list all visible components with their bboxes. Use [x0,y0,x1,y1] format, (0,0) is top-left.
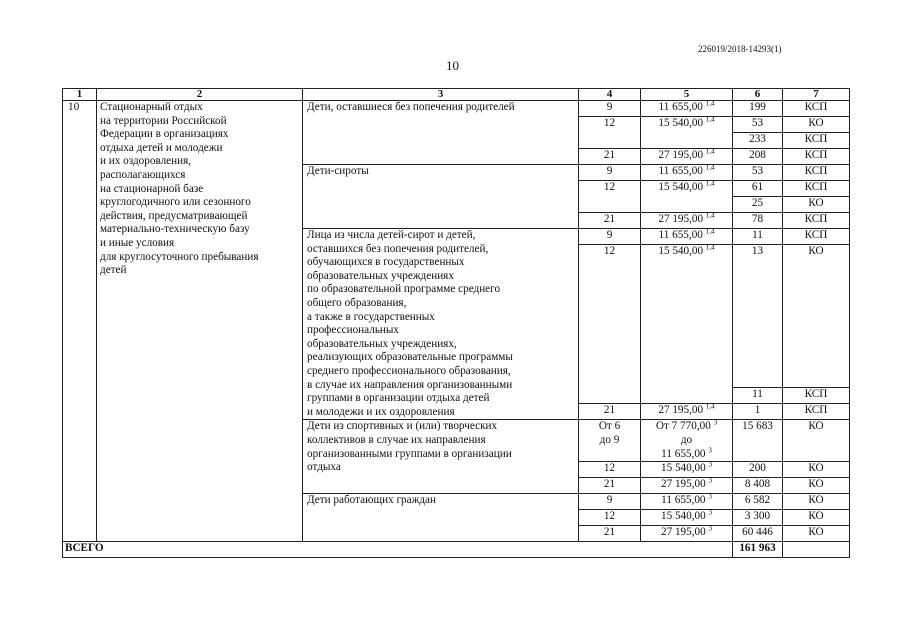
category-cell: Лица из числа детей-сирот и детей, оставшихся без попечения родителей, обучающихся в государственных образовательных учреждениях по образовательной программе среднего общего образования, а также в государственных профессиональных образовательных учреждениях, реализующих образовательные программы среднего профессионального образования, в случае их направления организованными группами в организации отдыха детей и молодежи и их оздоровления [303,229,579,420]
price-footnote: 3 [708,508,713,517]
price-footnote: 3 [708,492,712,501]
header-row [63,89,850,101]
total-label: ВСЕГО [63,542,733,558]
type-cell: КСП [783,133,850,149]
type-cell: КСП [783,388,850,404]
price-cell [641,117,733,149]
price-value: 15 540,00 [658,245,704,257]
column-header: 2 [97,89,303,101]
price-footnote: 3 [708,524,713,533]
price-footnote: 1,4 [705,179,715,188]
service-name: Стационарный отдых на территории Российской Федерации в организациях отдыха детей и молодежи и их оздоровления, располагающихся на стационарной базе круглогодичного или сезонного действия, предусматривающей материально-техническую базу и иные условия для круглосуточного пребывания детей [97,101,303,542]
price-value: 11 655,00 [658,165,703,177]
price-cell [641,462,733,478]
count-cell: 53 [733,165,783,181]
count-cell: 25 [733,197,783,213]
price-value: 27 195,00 [658,213,704,225]
type-cell: КО [783,478,850,494]
price-cell [641,229,733,245]
count-cell: 199 [733,101,783,117]
count-cell: 200 [733,462,783,478]
count-cell: 60 446 [733,526,783,542]
page-number: 10 [446,58,459,73]
type-cell: КО [783,462,850,478]
price-footnote: 1,4 [705,227,715,236]
days-cell: 9 [579,494,641,510]
days-cell: От 6 до 9 [579,420,641,462]
price-cell [641,101,733,117]
price-cell [641,181,733,213]
type-cell: КО [783,510,850,526]
count-cell: 208 [733,149,783,165]
price-to-value: 11 655,00 [661,447,706,460]
type-cell: КСП [783,101,850,117]
price-value: 15 540,00 [660,510,706,523]
price-value: 27 195,00 [660,526,706,539]
count-cell: 11 [733,388,783,404]
days-cell: 21 [579,404,641,420]
price-value: 15 540,00 [658,117,704,129]
price-value: 11 655,00 [661,494,706,507]
price-to [643,445,730,462]
column-header: 1 [63,89,97,101]
price-cell [641,149,733,165]
days-cell: 12 [579,510,641,526]
price-mid: до [680,433,693,446]
type-cell: КО [783,526,850,542]
price-from-value: От 7 770,00 [655,420,711,433]
price-value: 15 540,00 [660,462,706,475]
total-empty-cell [783,542,850,558]
days-cell: 9 [579,101,641,117]
type-cell: КСП [783,181,850,197]
price-cell [641,510,733,526]
count-cell: 11 [733,229,783,245]
count-cell: 233 [733,133,783,149]
price-cell [641,526,733,542]
price-footnote: 3 [708,445,712,454]
price-cell [641,478,733,494]
column-header: 7 [783,89,850,101]
price-cell [641,213,733,229]
price-cell [641,165,733,181]
price-value: 15 540,00 [658,181,704,193]
price-cell [641,404,733,420]
count-cell: 6 582 [733,494,783,510]
price-value: 27 195,00 [658,404,704,417]
type-cell: КСП [783,213,850,229]
type-cell: КО [783,420,850,462]
count-cell: 1 [733,404,783,420]
price-footnote: 3 [708,476,713,485]
days-cell: 9 [579,229,641,245]
price-footnote: 3 [713,418,718,427]
price-footnote: 3 [708,460,713,469]
count-cell: 15 683 [733,420,783,462]
type-cell: КО [783,494,850,510]
type-cell: КСП [783,165,850,181]
count-cell: 3 300 [733,510,783,526]
column-header: 3 [303,89,579,101]
type-cell: КСП [783,229,850,245]
price-footnote: 1,4 [705,243,715,252]
type-cell: КСП [783,404,850,420]
document-number: 226019/2018-14293(1) [698,44,782,54]
days-cell: 12 [579,245,641,404]
price-cell [641,420,733,462]
type-cell: КСП [783,149,850,165]
price-cell [641,245,733,404]
days-cell: 9 [579,165,641,181]
price-value: 27 195,00 [658,149,704,161]
type-cell: КО [783,197,850,213]
category-cell: Дети из спортивных и (или) творческих коллективов в случае их направления организованными группами в организации отдыха [303,420,579,494]
days-cell: 21 [579,149,641,165]
price-footnote: 1,4 [705,115,715,124]
category-cell: Дети работающих граждан [303,494,579,542]
price-value: 11 655,00 [658,101,703,113]
column-header: 5 [641,89,733,101]
type-cell: КО [783,245,850,388]
days-cell: 21 [579,213,641,229]
count-cell: 61 [733,181,783,197]
count-cell: 53 [733,117,783,133]
days-cell: 12 [579,181,641,213]
price-footnote: 1,4 [705,147,715,156]
column-header: 4 [579,89,641,101]
price-footnote: 1,4 [705,211,715,220]
services-table [62,88,850,558]
price-from [643,420,730,434]
table-row [63,101,850,117]
days-cell: 12 [579,117,641,149]
price-value: 11 655,00 [658,229,703,241]
category-cell: Дети-сироты [303,165,579,229]
row-number: 10 [63,101,97,542]
count-cell: 78 [733,213,783,229]
days-cell: 21 [579,478,641,494]
type-cell: КО [783,117,850,133]
category-cell: Дети, оставшиеся без попечения родителей [303,101,579,165]
days-cell: 12 [579,462,641,478]
count-cell: 8 408 [733,478,783,494]
days-cell: 21 [579,526,641,542]
price-footnote: 1,4 [705,99,715,108]
price-value: 27 195,00 [660,478,706,491]
total-row [63,542,850,558]
column-header: 6 [733,89,783,101]
price-cell [641,494,733,510]
price-footnote: 1,4 [705,163,715,172]
price-footnote: 1,4 [705,402,715,411]
count-cell: 13 [733,245,783,388]
total-value: 161 963 [733,542,783,558]
